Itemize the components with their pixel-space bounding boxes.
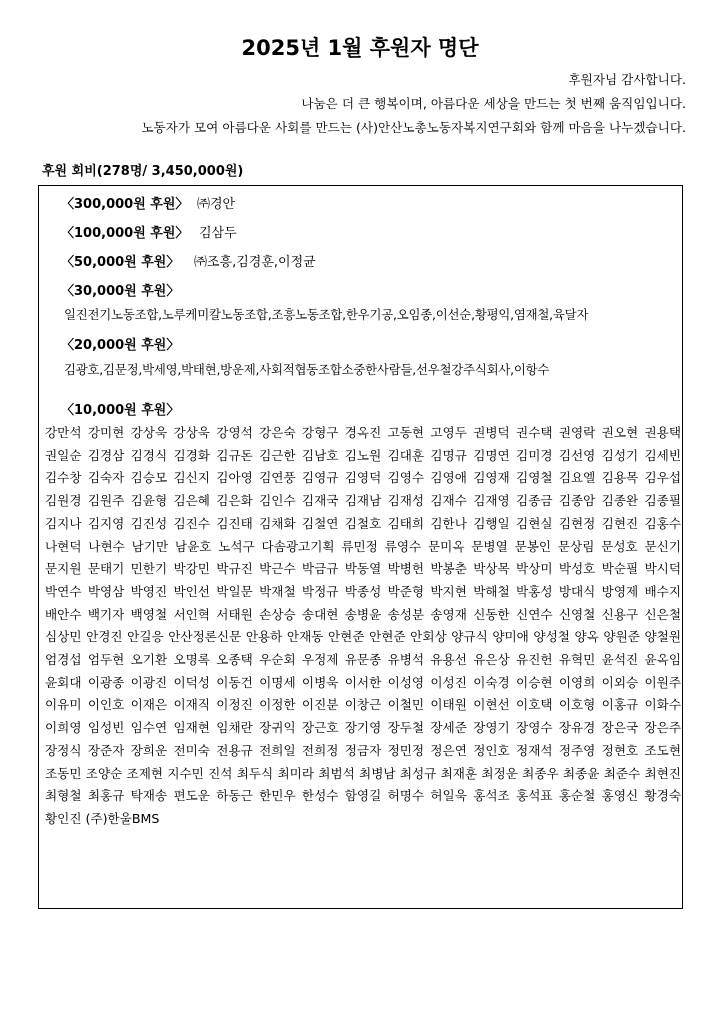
- tier-100000-label: 〈100,000원 후원〉: [61, 226, 189, 241]
- tier-10000-names: 강만석 강미현 강상욱 강상욱 강영석 강은숙 강형구 경옥진 고동현 고영두 권병덕 권수택 권영락 권오현 권용택 권일순 김경삼 김경식 김경화 김규돈 김근한 김남호 김노원 김대훈 김명규 김명연 김미경 김선영 김성기 김세빈 김수창 김숙자 김승모 김신지 김아영 김연풍 김영규 김영덕 김영수 김영애 김영재 김영철 김요엘 김용목 김우섭 김원경 김원주 김윤형 김은혜 김은화 김인수 김재국 김재남 김재성 김재수 김재영 김종금 김종암 김종완 김종필 김지나 김지영 김진성 김진수 김진태 김채화 김철연 김철호 김태희 김한나 김행일 김현실 김현정 김현진 김홍수 나현덕 나현수 남기만 남윤호 노석구 다솜광고기획 류민정 류영수 문미옥 문병열 문봉인 문상림 문성호 문신기 문지원 문태기 민한기 박강민 박규진 박근수 박금규 박동열 박병헌 박봉춘 박상목 박상미 박성호 박순필 박시덕 박연수 박영삼 박영진 박인선 박일문 박재철 박정규 박종성 박준형 박지현 박해철 박홍성 방대식 방영제 배수지 배안수 백기자 백영철 서인혁 서태원 손상승 송대현 송병윤 송성분 송영재 신동한 신연수 신영철 신용구 신은철 심상민 안경진 안길응 안산정론신문 안용하 안재동 안현준 안현준 안회상 양규식 양미애 양성철 양옥 양원준 양철원 엄경섭 엄두현 오기환 오명록 오종택 우순회 우정제 유문종 유병석 유용선 유은상 유진헌 유혁민 윤석진 윤옥임 윤회대 이광종 이광진 이덕성 이동건 이명세 이병욱 이서한 이성영 이성진 이숙경 이승현 이영희 이외승 이원주 이유미 이인호 이재은 이재직 이정진 이정한 이진분 이창근 이철민 이태원 이현선 이호택 이호형 이홍규 이화수 이희영 임성빈 임수연 임재현 임채란 장귀익 장근호 장기영 장두철 장세준 장영기 장영수 장유경 장은국 장은주 장정식 장준자 장희운 전미숙 전용규 전희일 전희정 정금자 정민정 정은연 정인호 정재석 정주영 정현호 조도현 조동민 조양순 조제현 지수민 진석 최두식 최미라 최범석 최병남 최성규 최재훈 최정운 최종우 최종윤 최준수 최현진 최형철 최홍규 탁재송 편도운 하동근 한민우 한성수 함영길 허명수 허일욱 홍석조 홍석표 홍순철 홍영신 황경숙 황인진 (주)한울BMS: [45, 425, 681, 826]
- intro-line: 나눔은 더 큰 행복이며, 아름다운 세상을 만드는 첫 번째 움직임입니다.: [301, 96, 686, 111]
- page-title: 2025년 1월 후원자 명단: [241, 36, 479, 60]
- tier-30000-names: 일진전기노동조합,노루케미칼노동조합,조흥노동조합,한우기공,오임종,이선순,황평익,염재철,육달자: [64, 307, 589, 322]
- tier-10000-label: 〈10,000원 후원〉: [61, 403, 180, 418]
- tier-300000-label: 〈300,000원 후원〉: [61, 197, 189, 212]
- tier-100000-names: 김삼두: [199, 226, 237, 241]
- tier-30000-label: 〈30,000원 후원〉: [61, 284, 180, 299]
- donor-list-box: [38, 185, 683, 909]
- intro-text: [26, 68, 686, 140]
- section-heading: 후원 회비(278명/ 3,450,000원): [42, 164, 244, 179]
- tier-50000-label: 〈50,000원 후원〉: [61, 255, 180, 270]
- tier-300000-names: ㈜경안: [197, 197, 236, 212]
- tier-20000-names: 김광호,김문정,박세영,박태현,방운제,사회적협동조합소중한사람들,선우철강주식회사,이항수: [64, 362, 550, 377]
- tier-20000-label: 〈20,000원 후원〉: [61, 338, 180, 353]
- intro-line: 노동자가 모여 아름다운 사회를 만드는 (사)안산노총노동자복지연구회와 함께 마음을 나누겠습니다.: [141, 120, 686, 135]
- intro-line: 후원자님 감사합니다.: [568, 72, 686, 87]
- tier-50000-names: ㈜조흥,김경훈,이정균: [194, 255, 316, 270]
